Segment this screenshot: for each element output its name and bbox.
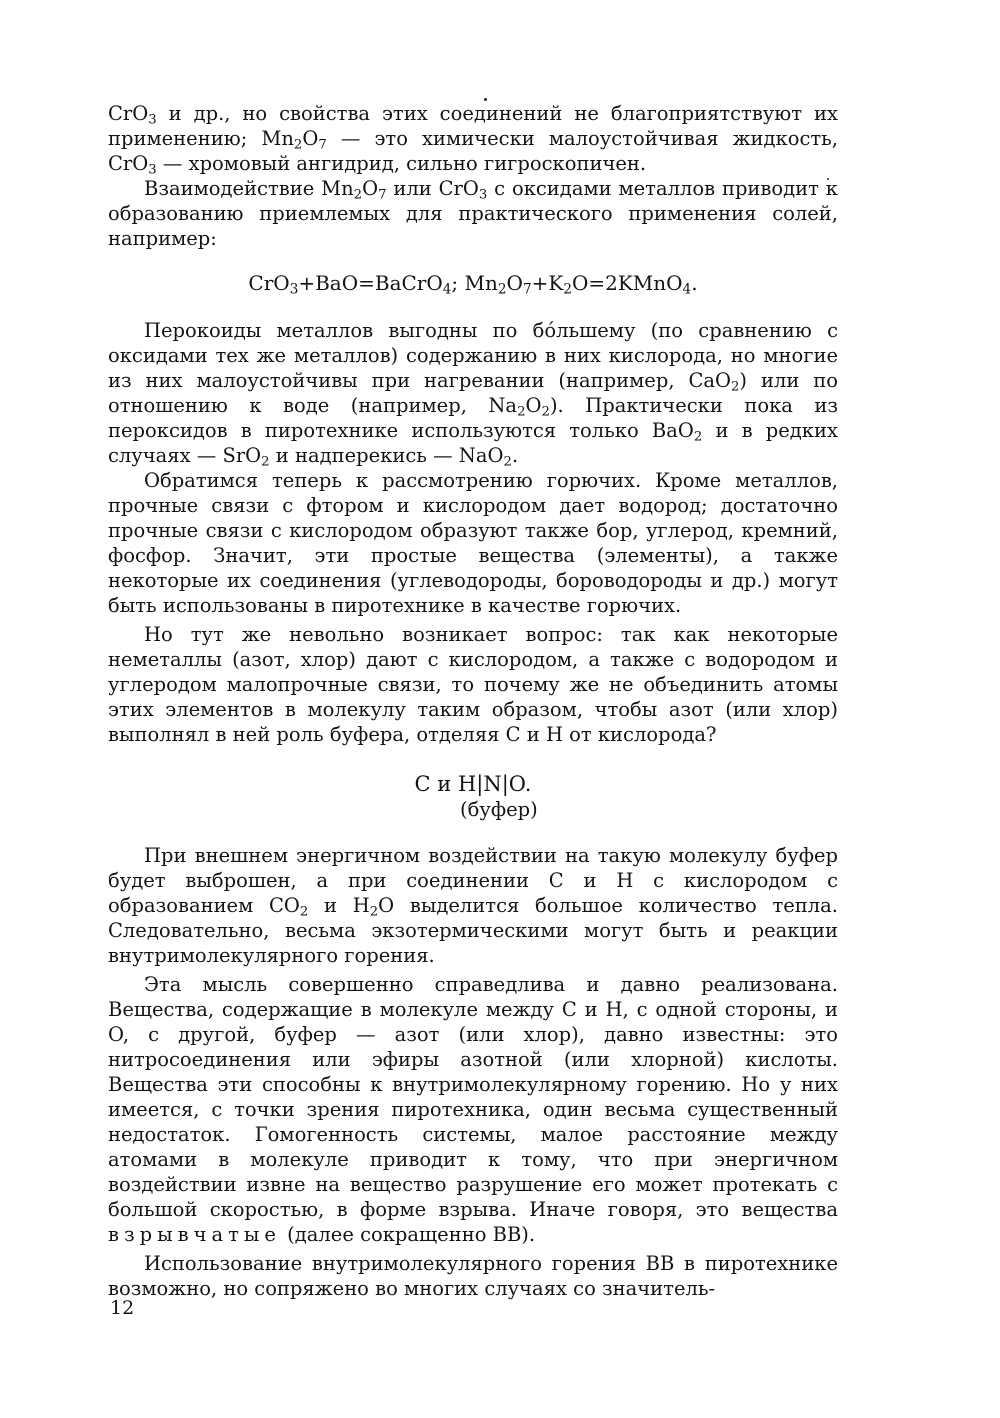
paragraph-6: При внешнем энергичном воздействии на такую молекулу буфер будет выброшен, а при соединении C и H с кислородом с образованием $CO_2$ и $H_2O$ выделится большое количество тепла. Следовательно, весьма экзотермическими могут быть и реакции внутримолекулярного горения. [108,844,839,967]
paragraph-4: Обратимся теперь к рассмотрению горючих. Кроме металлов, прочные связи с фтором и кислородом дает водород; достаточно прочные связи с кислородом образуют также бор, углерод, кремний, фосфор. Значит, эти простые вещества (элементы), а также некоторые их соединения (углеводороды, бороводороды и др.) могут быть использованы в пиротехнике в качестве горючих. [108,469,838,617]
paragraph-8: Использование внутримолекулярного горения ВВ в пиротехнике возможно, но сопряжено во многих случаях со значитель- [108,1252,838,1300]
reaction-formula: CrO$_3$+BaO=BaCrO$_4$; $Mn_2O_7+K_2O=2KMnO_4$. [248,271,698,298]
paragraph-1: CrO$_3$ и др., но свойства этих соединений не благоприятствуют их применению; $Mn_2O_7$ — это химически малоустойчивая жидкость, CrO$_3$ — хромовый ангидрид, сильно гигроскопичен. [108,102,838,178]
text-block-middle [108,318,838,747]
buffer-formula: C и H|N|O. [414,772,532,796]
paragraph-3: Перокоиды металлов выгодны по бóльшему (по сравнению с оксидами тех же металлов) содержанию в них кислорода, но многие из них малоустойчивы при нагревании (например, CaO$_2$) или по отношению к воде (например, $Na_2O_2$). Практически пока из пероксидов в пиротехнике используются только BaO$_2$ и в редких случаях — SrO$_2$ и надперекись — NaO$_2$. [108,319,839,470]
paragraph-5: Но тут же невольно возникает вопрос: так как некоторые неметаллы (азот, хлор) дают с кислородом, а также с водородом и углеродом малопрочные связи, то почему же не объединить атомы этих элементов в молекулу таким образом, чтобы азот (или хлор) выполнял в ней роль буфера, отделяя C и H от кислорода? [108,623,838,746]
paragraph-2: Взаимодействие $Mn_2O_7$ или CrO$_3$ с оксидами металлов приводит к образованию приемлемых для практического применения солей, например: [108,177,838,250]
buffer-label: (буфер) [460,798,538,821]
page-number: 12 [110,1297,135,1319]
text-block-top [108,101,838,251]
text-block-bottom [108,843,838,1301]
emphasized-term: взрывчатые [108,1223,281,1246]
paragraph-7: Эта мысль совершенно справедлива и давно реализована. Вещества, содержащие в молекуле между C и H, с одной стороны, и O, с другой, буфер — азот (или хлор), давно известны: это нитросоединения или эфиры азотной (или хлорной) кислоты. Вещества эти способны к внутримолекулярному горению. Но у них имеется, с точки зрения пиротехника, один весьма существенный недостаток. Гомогенность системы, малое расстояние между атомами в молекуле приводит к тому, что при энергичном воздействии извне на вещество разрушение его может протекать с большой скоростью, в форме взрыва. Иначе говоря, это вещества взрывчатые (далее сокращенно ВВ). [108,973,838,1246]
